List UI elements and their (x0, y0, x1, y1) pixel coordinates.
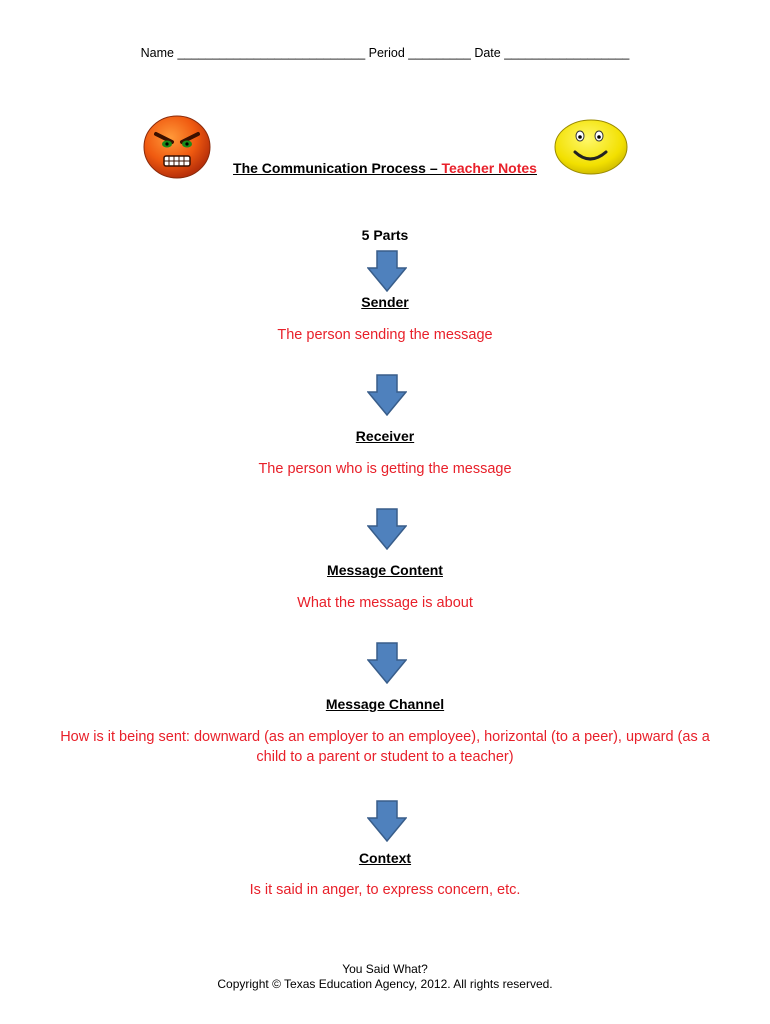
parts-heading: 5 Parts (361, 227, 409, 243)
footer-title: You Said What? (342, 962, 428, 976)
step-desc-message-content: What the message is about (297, 595, 473, 611)
step-title-message-content: Message Content (327, 562, 443, 578)
down-arrow-icon (367, 508, 407, 550)
step-desc-sender: The person sending the message (277, 327, 493, 343)
period-label: Period (368, 46, 405, 60)
period-blank: _________ (408, 46, 471, 60)
student-info-line (0, 46, 770, 60)
down-arrow-icon (367, 800, 407, 842)
date-label: Date (474, 46, 501, 60)
step-desc-message-channel: How is it being sent: downward (as an employer to an employee), horizontal (to a peer), upward (as a child to a parent or student to a teacher) (60, 729, 710, 765)
name-blank: ___________________________ (177, 46, 366, 60)
down-arrow-icon (367, 250, 407, 292)
page-title (0, 160, 770, 176)
step-title-message-channel: Message Channel (325, 696, 445, 712)
step-title-sender: Sender (361, 294, 409, 310)
name-label: Name (140, 46, 174, 60)
date-blank: __________________ (504, 46, 630, 60)
down-arrow-icon (367, 642, 407, 684)
step-title-context: Context (358, 850, 412, 866)
step-desc-receiver: The person who is getting the message (258, 461, 512, 477)
step-title-receiver: Receiver (355, 428, 415, 444)
footer (0, 962, 770, 992)
down-arrow-icon (367, 374, 407, 416)
footer-copyright: Copyright © Texas Education Agency, 2012. All rights reserved. (217, 977, 553, 991)
title-main: The Communication Process – (233, 160, 442, 176)
step-desc-context: Is it said in anger, to express concern, etc. (249, 882, 521, 898)
title-highlight: Teacher Notes (441, 160, 537, 176)
